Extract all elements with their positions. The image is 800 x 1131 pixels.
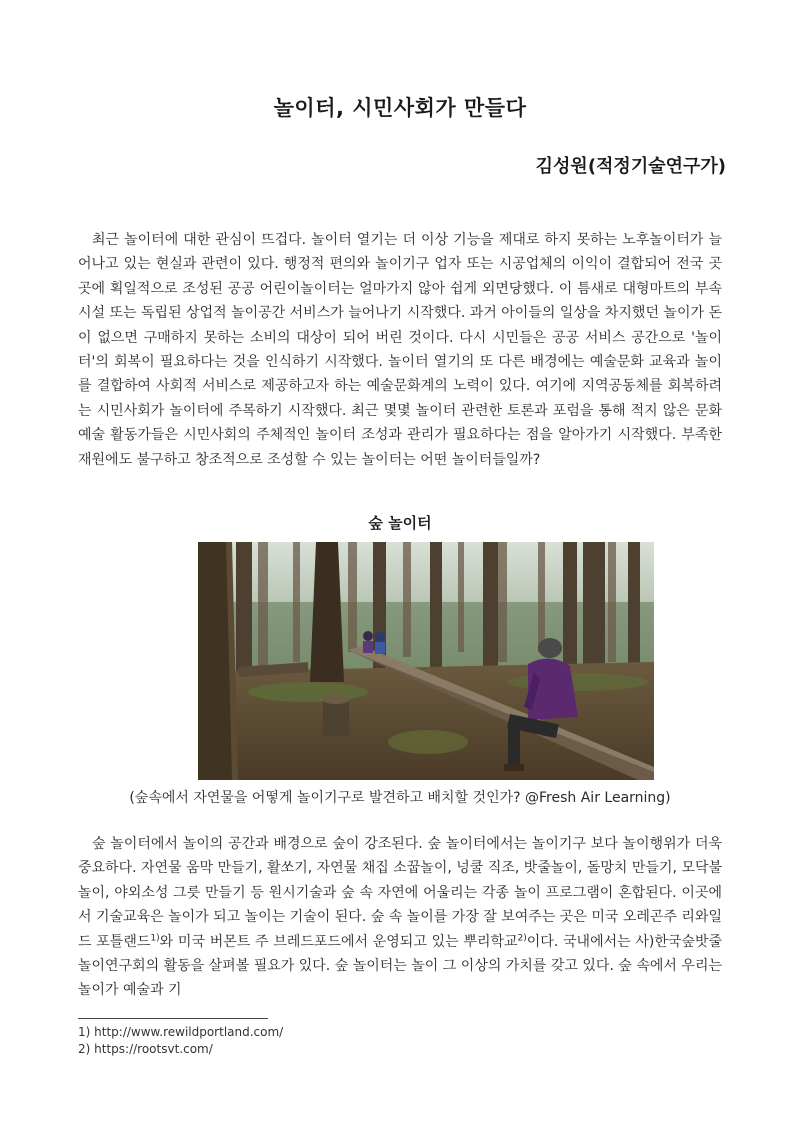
footnotes — [78, 1024, 283, 1058]
footnote-ref-2[interactable]: 2) — [517, 932, 527, 943]
section-title: 숲 놀이터 — [368, 514, 432, 532]
footnote-link[interactable]: https://rootsvt.com/ — [94, 1042, 213, 1056]
author-byline: 김성원(적정기술연구가) — [535, 156, 726, 177]
footnote-number: 1) — [78, 1025, 91, 1039]
document-title: 놀이터, 시민사회가 만들다 — [273, 96, 527, 120]
forest-playground-photo — [198, 542, 654, 780]
footnote-divider — [78, 1018, 268, 1019]
footnote-number: 2) — [78, 1042, 91, 1056]
footnote-link[interactable]: http://www.rewildportland.com/ — [94, 1025, 284, 1039]
photo-caption: (숲속에서 자연물을 어떻게 놀이기구로 발견하고 배치할 것인가? @Fresh Air Learning) — [129, 790, 671, 806]
paragraph-text: 숲 놀이터에서 놀이의 공간과 배경으로 숲이 강조된다. 숲 놀이터에서는 놀이기구 보다 놀이행위가 더욱 중요하다. 자연물 움막 만들기, 활쏘기, 자연물 채집 소꿉놀이, 넝쿨 직조, 밧줄놀이, 돌망치 만들기, 모닥불 놀이, 야외소성 그릇 만들기 등 원시기술과 숲 속 자연에 어울리는 각종 놀이 프로그램이 혼합된다. 이곳에서 기술교육은 놀이가 되고 놀이는 기술이 된다. 숲 속 놀이를 가장 잘 보여주는 곳은 미국 오레곤주 리와일드 포틀랜드 — [78, 836, 722, 950]
paragraph-text: 이다. 국내에서는 사)한국숲밧줄놀이연구회의 활동을 살펴볼 필요가 있다. 숲 놀이터는 놀이 그 이상의 가치를 갖고 있다. 숲 속에서 우리는 놀이가 예술과 기 — [78, 933, 723, 999]
intro-paragraph: 최근 놀이터에 대한 관심이 뜨겁다. 놀이터 열기는 더 이상 기능을 제대로 하지 못하는 노후놀이터가 늘어나고 있는 현실과 관련이 있다. 행정적 편의와 놀이기구 업자 또는 시공업체의 이익이 결합되어 전국 곳곳에 획일적으로 조성된 공공 어린이놀이터는 얼마가지 않아 쉽게 외면당했다. 이 틈새로 대형마트의 부속시설 또는 독립된 상업적 놀이공간 서비스가 늘어나기 시작했다. 과거 아이들의 일상을 차지했던 놀이가 돈이 없으면 구매하지 못하는 소비의 대상이 되어 버린 것이다. 다시 시민들은 공공 서비스 공간으로 '놀이터'의 회복이 필요하다는 것을 인식하기 시작했다. 놀이터 열기의 또 다른 배경에는 예술문화 교육과 놀이를 결합하여 사회적 서비스로 제공하고자 하는 예술문화계의 노력이 있다. 여기에 지역공동체를 회복하려는 시민사회가 놀이터에 주목하기 시작했다. 최근 몇몇 놀이터 관련한 토론과 포럼을 통해 적지 않은 문화예술 활동가들은 시민사회의 주체적인 놀이터 조성과 관리가 필요하다는 점을 알아가기 시작했다. 부족한 재원에도 불구하고 창조적으로 조성할 수 있는 놀이터는 어떤 놀이터들일까? — [78, 232, 722, 468]
footnote-1 — [78, 1024, 283, 1041]
forest-playground-paragraph — [78, 832, 722, 1003]
footnote-ref-1[interactable]: 1) — [150, 932, 160, 943]
paragraph-text: 와 미국 버몬트 주 브레드포드에서 운영되고 있는 뿌리학교 — [159, 933, 518, 950]
footnote-2 — [78, 1041, 283, 1058]
